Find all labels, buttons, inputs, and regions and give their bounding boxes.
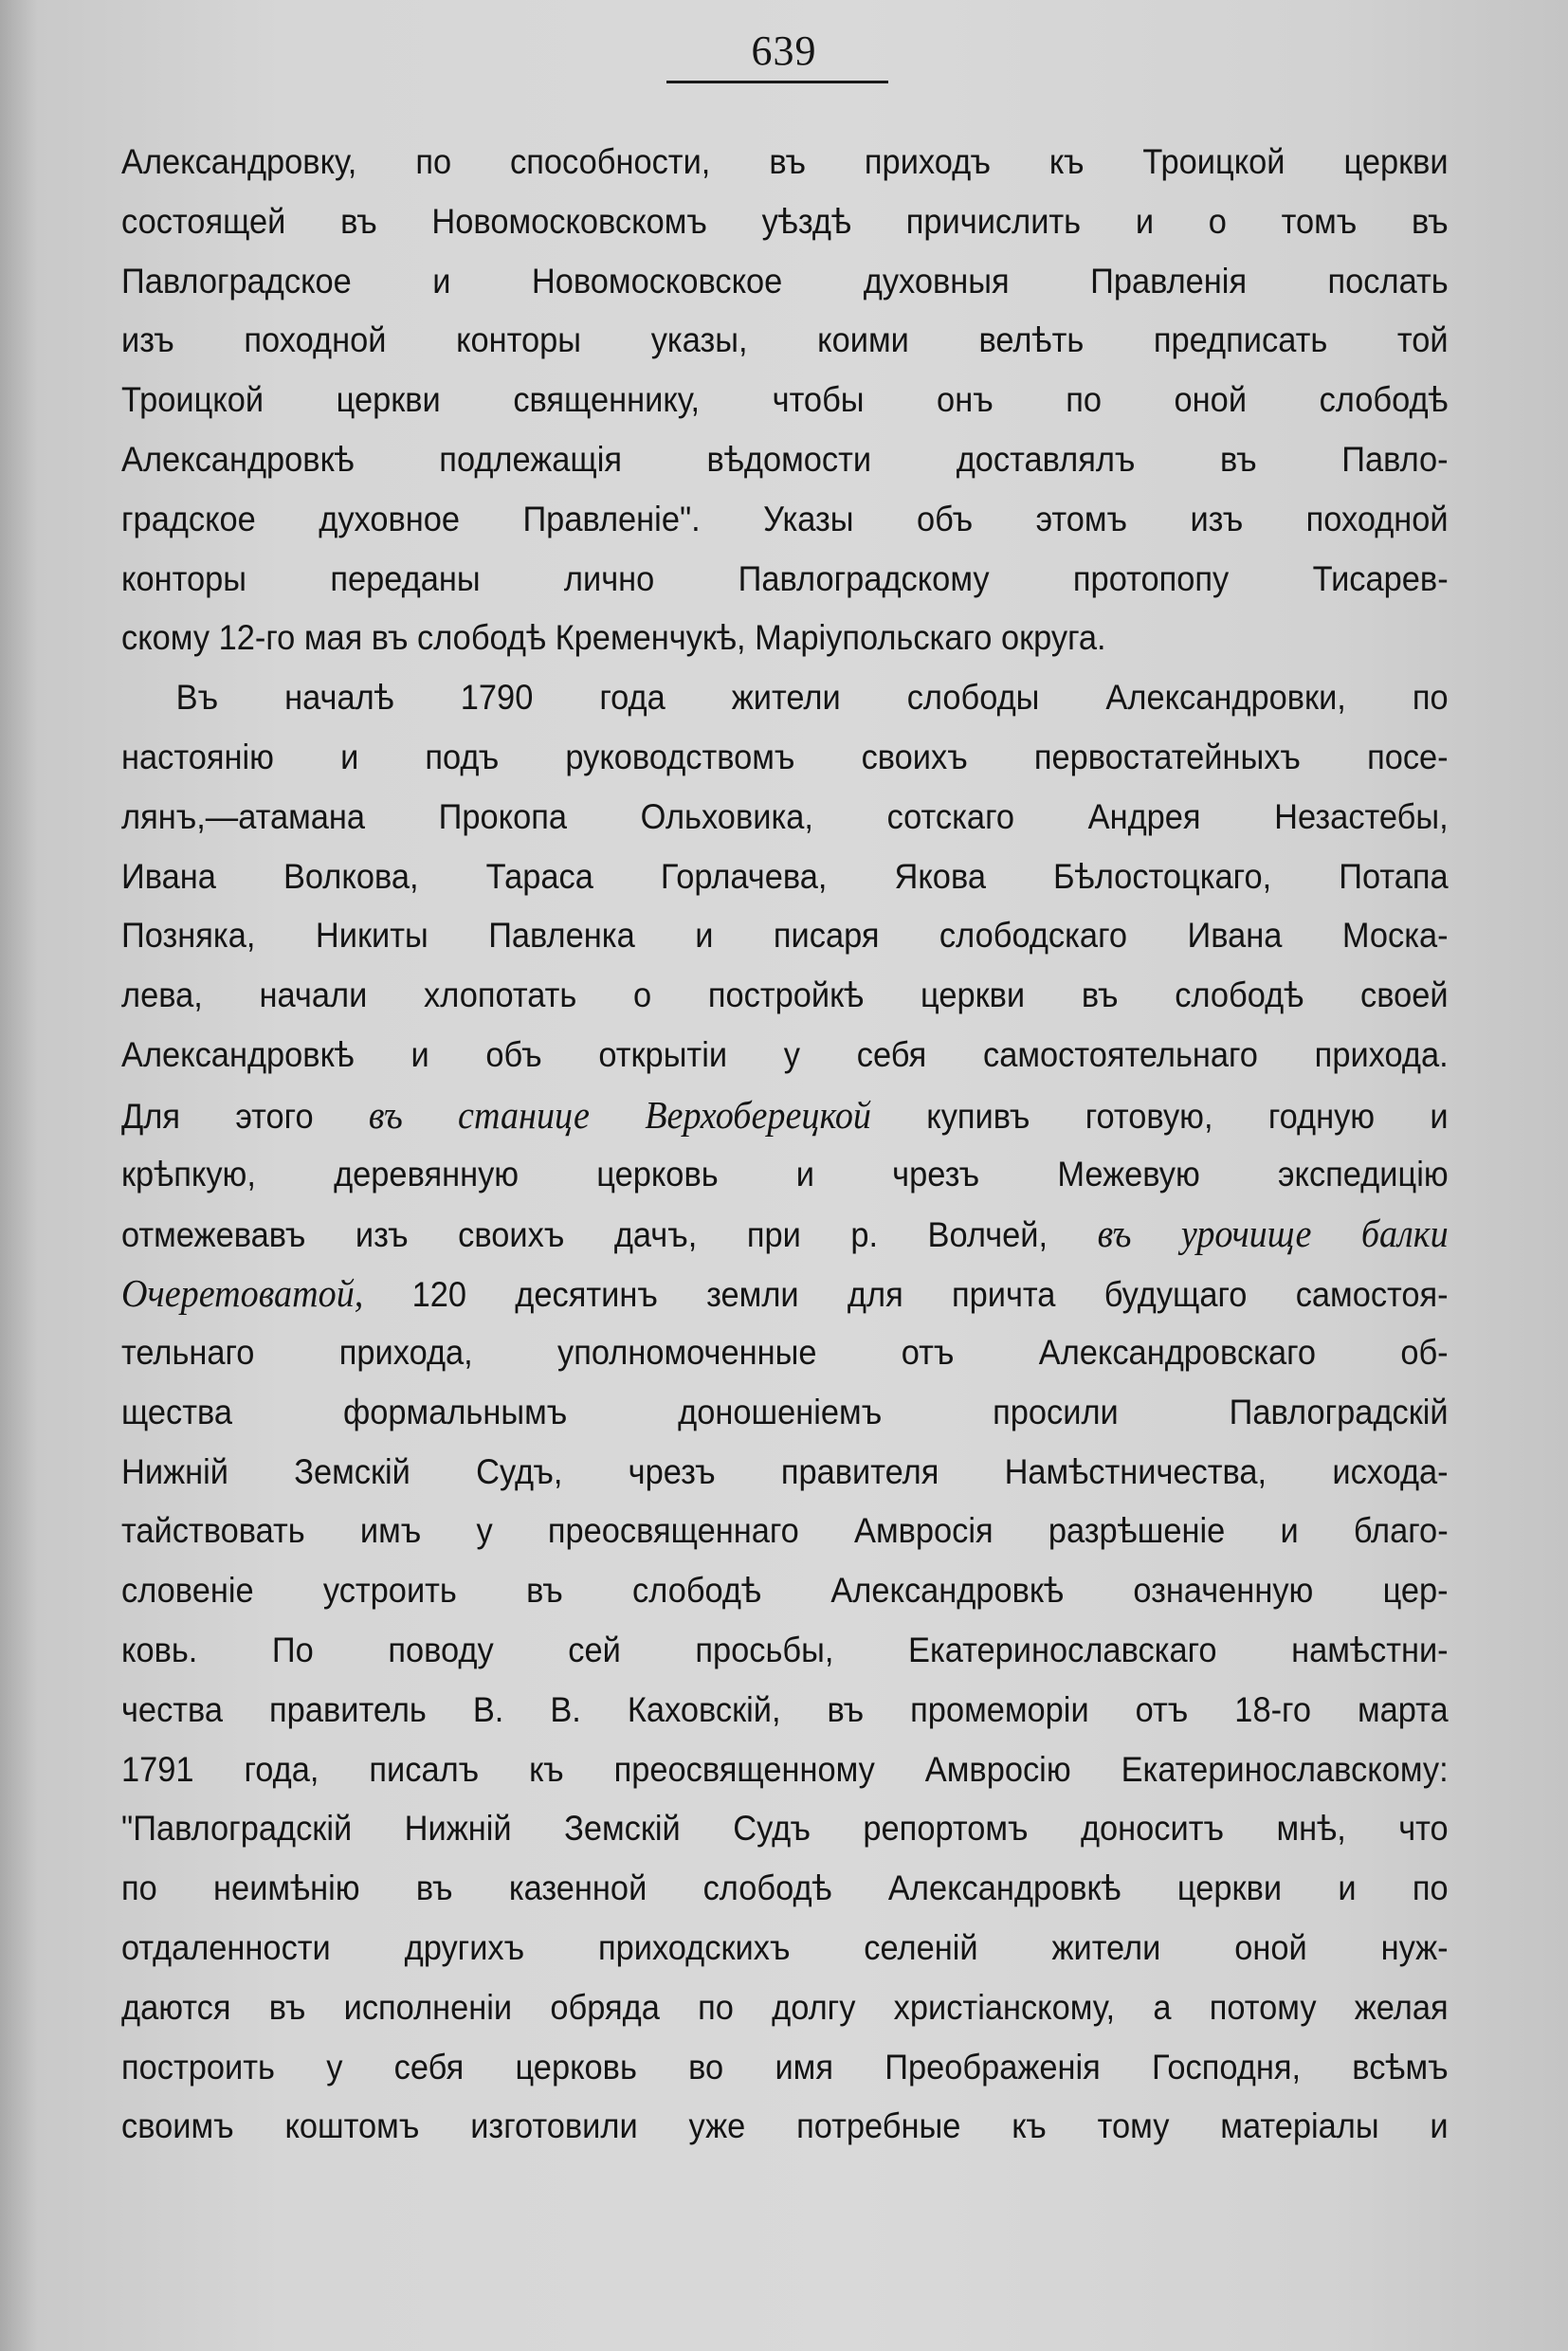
text-line: тельнаго прихода, уполномоченные отъ Александровскаго об- — [121, 1332, 1449, 1372]
text-line: лянъ,—атамана Прокопа Ольховика, сотскаго Андрея Незастебы, — [121, 796, 1449, 836]
text-line: Троицкой церкви священнику, чтобы онъ по оной слободѣ — [121, 380, 1449, 420]
text-line: чества правитель В. В. Каховскій, въ промеморіи отъ 18-го марта — [121, 1689, 1449, 1729]
text-line: Позняка, Никиты Павленка и писаря слободскаго Ивана Моска- — [121, 916, 1449, 956]
page-number: 639 — [751, 27, 817, 74]
text-line-with-italic — [121, 1264, 1449, 1323]
text-line: ковь. По поводу сей просьбы, Екатеринославскаго намѣстни- — [121, 1630, 1449, 1669]
text-line: крѣпкую, деревянную церковь и чрезъ Межевую экспедицію — [121, 1154, 1449, 1194]
text-line: конторы переданы лично Павлоградскому протопопу Тисарев- — [121, 558, 1449, 598]
text-line: Павлоградское и Новомосковское духовныя Правленія послать — [121, 261, 1449, 301]
line-text: купивъ готовую, годную и — [870, 1096, 1449, 1136]
text-line: изъ походной конторы указы, коими велѣть предписать той — [121, 320, 1449, 360]
paragraph-start-line: Въ началѣ 1790 года жители слободы Александровки, по — [175, 678, 1449, 718]
text-line: настоянію и подъ руководствомъ своихъ первостатейныхъ посе- — [121, 737, 1449, 776]
text-line: словеніе устроить въ слободѣ Александровкѣ означенную цер- — [121, 1571, 1449, 1611]
text-line: по неимѣнію въ казенной слободѣ Александровкѣ церкви и по — [121, 1868, 1449, 1908]
text-line: Александровкѣ и объ открытіи у себя самостоятельнаго прихода. — [121, 1034, 1449, 1074]
text-line: градское духовное Правленіе". Указы объ этомъ изъ походной — [121, 499, 1449, 538]
text-line-with-italic — [121, 1204, 1449, 1264]
line-text: Для этого — [121, 1096, 369, 1136]
text-line: Александровкѣ подлежащія вѣдомости доставлялъ въ Павло- — [121, 439, 1449, 479]
text-line: построить у себя церковь во имя Преображенія Господня, всѣмъ — [121, 2047, 1449, 2087]
italic-place-name: Очеретоватой, — [121, 1271, 364, 1316]
text-line: Александровку, по способности, въ приходъ къ Троицкой церкви — [121, 142, 1449, 181]
text-line-with-italic — [121, 1085, 1449, 1145]
text-line: скому 12-го мая въ слободѣ Кременчукѣ, Маріупольскаго округа. — [121, 618, 1106, 658]
italic-place-name: въ станице Верхоберецкой — [368, 1092, 871, 1137]
line-text: отмежевавъ изъ своихъ дачъ, при р. Волчей, — [121, 1215, 1098, 1255]
italic-place-name: въ урочище балки — [1097, 1212, 1449, 1256]
page-number-rule — [666, 81, 888, 83]
text-line: тайствовать имъ у преосвященнаго Амвросія разрѣшеніе и благо- — [121, 1511, 1449, 1551]
text-line: щества формальнымъ доношеніемъ просили Павлоградскій — [121, 1392, 1449, 1431]
text-line: Нижній Земскій Судъ, чрезъ правителя Намѣстничества, исхода- — [121, 1451, 1449, 1491]
text-line: даются въ исполненіи обряда по долгу христіанскому, а потому желая — [121, 1987, 1449, 2027]
line-text: 120 десятинъ земли для причта будущаго самостоя- — [363, 1275, 1449, 1315]
text-line: лева, начали хлопотать о постройкѣ церкви въ слободѣ своей — [121, 975, 1449, 1015]
text-line: Ивана Волкова, Тараса Горлачева, Якова Бѣлостоцкаго, Потапа — [121, 856, 1449, 896]
text-line: отдаленности другихъ приходскихъ селеній жители оной нуж- — [121, 1927, 1449, 1967]
text-line: "Павлоградскій Нижній Земскій Судъ репортомъ доноситъ мнѣ, что — [121, 1809, 1449, 1849]
body-text — [121, 133, 1449, 2157]
text-line: состоящей въ Новомосковскомъ уѣздѣ причислить и о томъ въ — [121, 201, 1449, 241]
text-line: своимъ коштомъ изготовили уже потребные къ тому матеріалы и — [121, 2106, 1449, 2146]
text-line: 1791 года, писалъ къ преосвященному Амвросію Екатеринославскому: — [121, 1749, 1449, 1789]
